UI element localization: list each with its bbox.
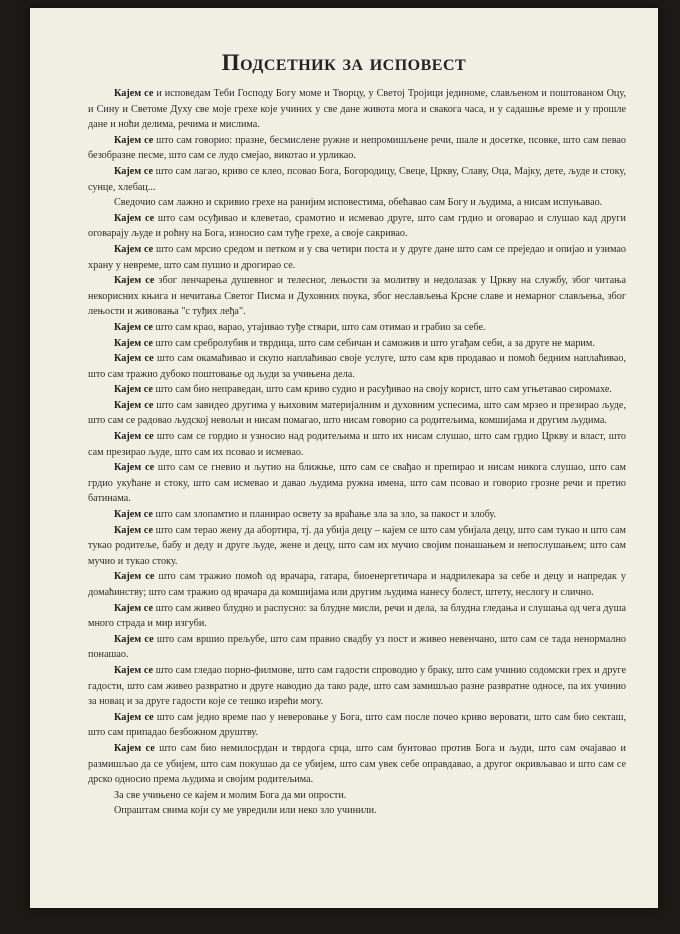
paragraph <box>88 86 626 133</box>
paragraph-lead: Кајем се <box>114 353 154 365</box>
paragraph-text: што сам лагао, криво се клео, псовао Бога, Богородицу, Свеце, Цркву, Славу, Оца, Мајку, дете, људе и стоку, сунце, хлебац... <box>88 165 627 193</box>
paragraph-lead: Кајем се <box>114 88 154 99</box>
paragraph <box>88 710 626 741</box>
paragraph <box>88 741 626 788</box>
paragraph <box>88 460 626 507</box>
paragraph <box>88 382 626 398</box>
paragraph <box>88 569 626 600</box>
paragraph-lead: Кајем се <box>114 602 153 614</box>
paragraph <box>88 336 626 352</box>
paragraph-text: што сам вршио прељубе, што сам правио свадбу уз пост и живео невенчано, што сам се тада ненормално понашао. <box>88 633 626 661</box>
paragraph <box>88 242 626 273</box>
document-body <box>88 86 626 819</box>
paragraph <box>88 507 626 523</box>
paragraph-lead: Кајем се <box>114 321 153 333</box>
paragraph <box>88 133 626 164</box>
paragraph <box>88 601 626 632</box>
paragraph-text: због ленчарења душевног и телесног, лењости за молитву и недолазак у Цркву на службу, због читања некорисних књига и нечитања Светог Писма и Духовних поука, због неслављења Крсне славе и немарног слављења, због лењости и живовања "с туђих леђа". <box>88 275 626 318</box>
closing-line: За све учињено се кајем и молим Бога да ми опрости. <box>114 789 347 801</box>
paragraph-text: Сведочио сам лажно и скривио грехе на ранијим исповестима, обећавао сам Богу и људима, а нисам испуњавао. <box>114 197 603 209</box>
document-title: Подсетник за исповест <box>221 50 467 75</box>
paragraph <box>88 398 626 429</box>
paragraph-text: што сам говорио: празне, бесмислене ружне и непромишљене речи, шале и досетке, псовке, што сам певао безобразне песме, што сам се лудо смејао, викотао и урликао. <box>88 134 626 162</box>
paragraph-text: што сам завидео другима у њиховим материјалним и духовним успесима, што сам мрзео и презирао људе, што сам се радовао људској невољи и нисам помагао, што нисам говорио са родитељима, комшијама и другим људима. <box>88 399 626 427</box>
paragraph-text: што сам окамаћивао и скупо наплаћивао своје услуге, што сам крв продавао и помоћ бедним наплаћивао, што сам тражио дубоко поштовање од људи за учињена дела. <box>88 353 626 380</box>
paragraph-text: што сам једно време пао у неверовање у Бога, што сам после почео криво веровати, што сам био секташ, што сам припадао безбожном друштву. <box>88 711 626 739</box>
paragraph-lead: Кајем се <box>114 384 153 396</box>
paragraph-lead: Кајем се <box>114 212 155 224</box>
paragraph-lead: Кајем се <box>114 399 154 411</box>
document-sheet <box>30 8 658 908</box>
paragraph-lead: Кајем се <box>114 431 154 443</box>
closing-line: Опраштам свима који су ме увредили или неко зло учинили. <box>114 805 377 817</box>
paragraph-text: што сам мрсио средом и петком и у сва четири поста и у друге дане што сам се преједао и опијао и узимао храну у невреме, што сам пушио и дрогирао се. <box>88 243 626 271</box>
paragraph-lead: Кајем се <box>114 134 154 146</box>
paragraph-text: што сам био немилосрдан и тврдога срца, што сам бунтовао против Бога и људи, што сам очајавао и размишљао да се убијем, што сам покушао да се убијем, што сам увек себе оправдавао, а другог окривљавао и што сам се дрско односио према људима и својим родитељима. <box>88 742 626 786</box>
paragraph-text: што сам се гордио и узносио над родитељима и што их нисам слушао, што сам грдио Цркву и власт, што сам презирао људе, што сам их псовао и исмевао. <box>88 431 627 458</box>
paragraph-lead: Кајем се <box>114 524 153 536</box>
paragraph <box>88 195 626 211</box>
paragraph-text: што сам тражио помоћ од врачара, гатара, биоенергетичара и надрилекара за себе и децу и напредак у домаћинству; што сам тражио од врачара да комшијама или другим људима нанесу болест, штету, неслогу и слично. <box>88 571 626 598</box>
paragraph <box>88 164 626 195</box>
paragraph-lead: Кајем се <box>114 509 153 521</box>
paragraph-text: што сам злопамтио и планирао освету за враћање зла за зло, за пакост и злобу. <box>152 509 497 521</box>
paragraph <box>88 429 626 460</box>
paragraph-lead: Кајем се <box>114 571 155 583</box>
paragraph-lead: Кајем се <box>114 165 154 177</box>
paragraph <box>88 663 626 710</box>
paragraph-text: што сам сребролубив и тврдица, што сам себичан и саможив и што угађам себи, а за друге не марим. <box>152 337 595 349</box>
paragraph-lead: Кајем се <box>114 633 154 645</box>
paragraph-text: што сам осуђивао и клеветао, срамотио и исмевао друге, што сам грдио и оговарао и слушао кад други оговарају људе и роћну на Бога, износио сам туђе грехе, а своје сакривао. <box>88 212 626 240</box>
paragraph-lead: Кајем се <box>114 243 154 255</box>
paragraph-text: што сам живео блудно и распусно: за блудне мисли, речи и дела, за блудна гледања и слушања од чега душа много страда и мир изгуби. <box>88 602 626 630</box>
paragraph <box>88 351 626 382</box>
paragraph <box>88 211 626 242</box>
paragraph-text: што сам се гневио и љутио на ближње, што сам се свађао и препирао и нисам никога слушао, што сам грдио укућане и стоку, што сам исмевао и давао људима ружна имена, што сам псовао и говорио грозне речи и претио батинама. <box>88 462 626 505</box>
paragraph-lead: Кајем се <box>114 742 155 754</box>
paragraph-text: што сам био неправедан, што сам криво судио и расуђивао на своју корист, што сам угњетавао сиромахе. <box>152 384 612 396</box>
paragraph-text: што сам крао, варао, утајивао туђе ствари, што сам отимао и грабио за себе. <box>152 321 486 333</box>
paragraph-lead: Кајем се <box>114 664 154 676</box>
paragraph-lead: Кајем се <box>114 462 155 474</box>
paragraph <box>88 523 626 570</box>
paragraph-lead: Кајем се <box>114 275 155 287</box>
paragraph-text: што сам терао жену да абортира, тј. да убија децу – кајем се што сам убијала децу, што сам тукао и што сам тукао родитеље, бабу и деду и друге људе, жене и децу, што сам их мучио својим понашањем и непослушањем; што сам мучио и тукао стоку. <box>88 524 626 567</box>
paragraph-lead: Кајем се <box>114 337 153 349</box>
paragraph <box>88 320 626 336</box>
paragraph-text: што сам гледао порно-филмове, што сам гадости спроводио у браку, што сам учинио содомски грех и друге гадости, што сам живео развратно и друге наводио да тако раде, што сам замишљао разне развратне односе, па их учинио за новац и за друге гадости које се тешко изрећи могу. <box>88 664 626 708</box>
paragraph-lead: Кајем се <box>114 711 154 723</box>
paragraph-text: и исповедам Теби Господу Богу моме и Творцу, у Светој Тројици јединоме, слављеном и поштованом Оцу, и Сину и Светоме Духу све моје грехе које учиних у све дане живота мога и свакога часа, и у садашње време и у прошле дане и ноћи делима, речима и мислима. <box>88 88 627 131</box>
paragraph <box>88 632 626 663</box>
paragraph <box>88 273 626 320</box>
